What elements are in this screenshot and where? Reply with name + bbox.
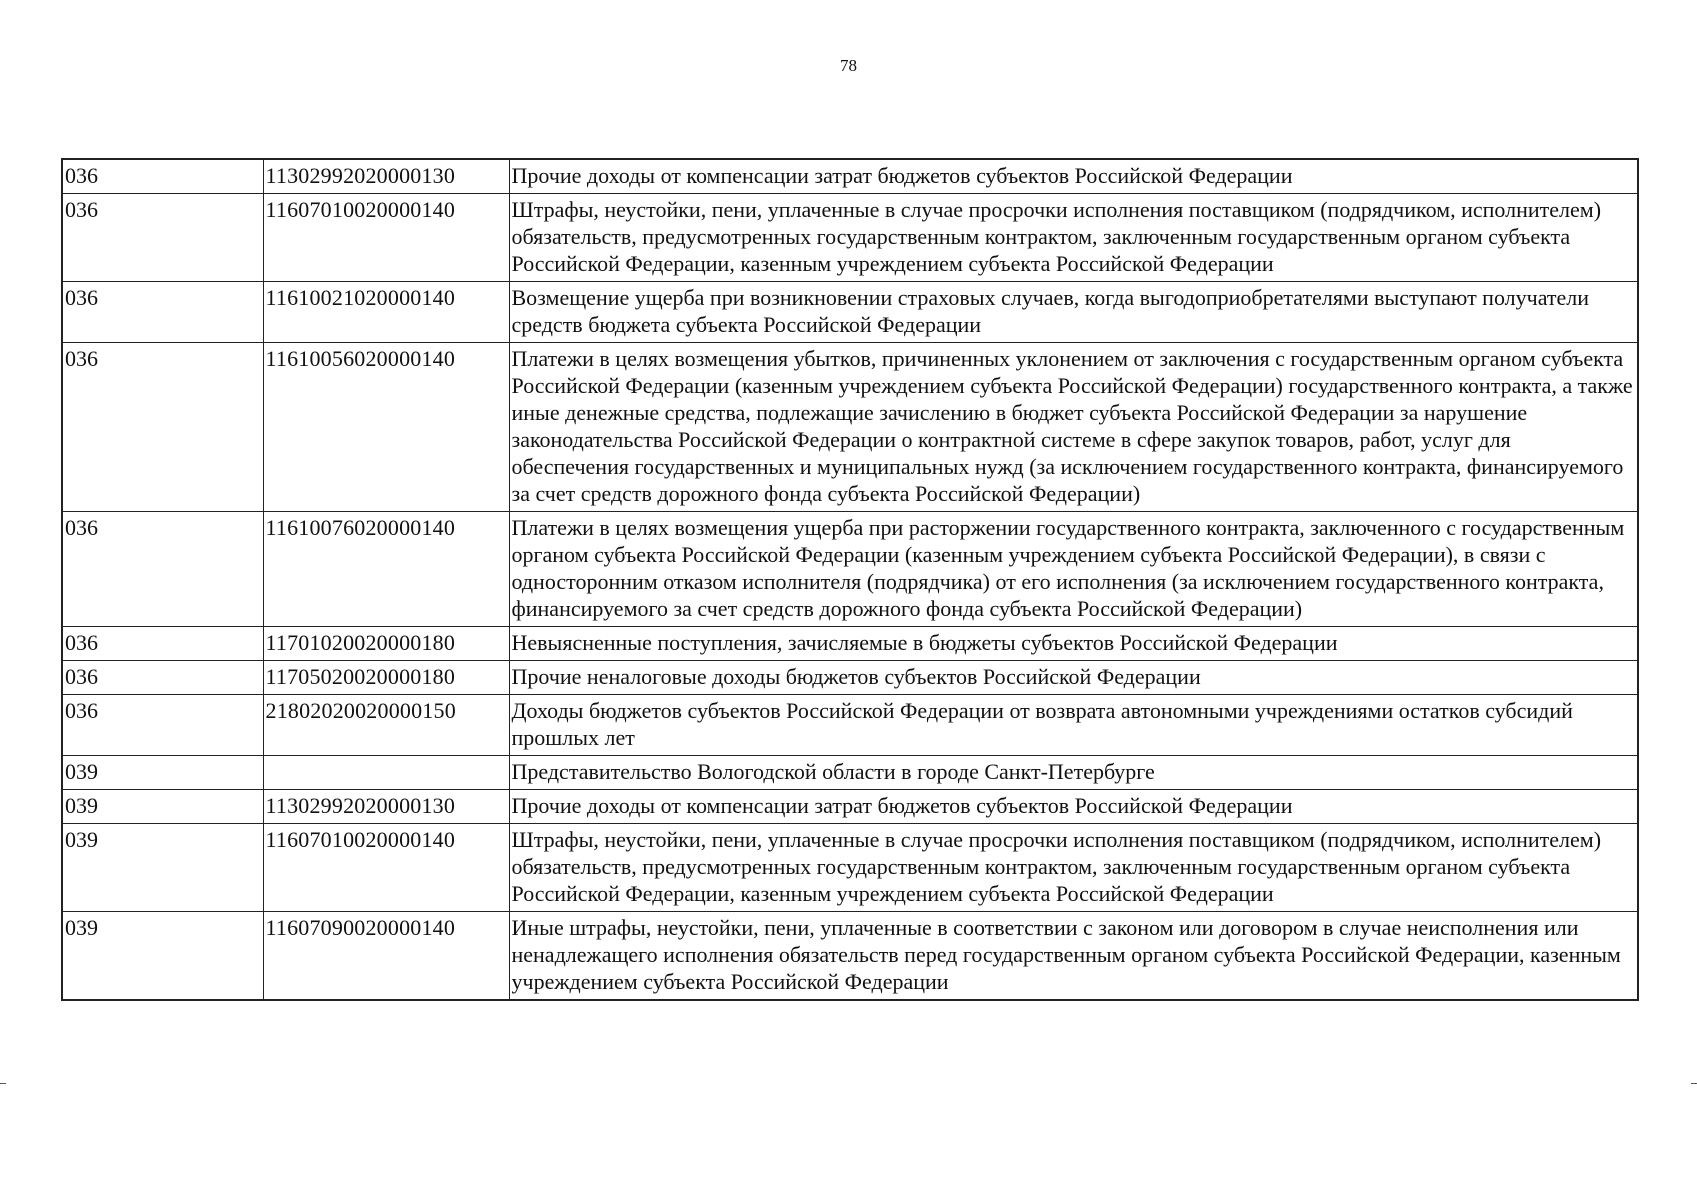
budget-table-container [61,158,1637,1001]
budget-codes-table [61,158,1639,1001]
budget-code-cell: 11610076020000140 [263,512,509,627]
admin-code-cell: 039 [62,790,263,824]
description-cell: Иные штрафы, неустойки, пени, уплаченные в соответствии с законом или договором в случае неисполнения или ненадлежащего исполнения обязательств перед государственным органом субъекта Российской Федерации, казенным учреждением субъекта Российской Федерации [509,912,1638,1001]
table-row [62,756,1638,790]
table-row [62,627,1638,661]
table-row [62,282,1638,343]
description-cell: Невыясненные поступления, зачисляемые в бюджеты субъектов Российской Федерации [509,627,1638,661]
budget-code-cell: 21802020020000150 [263,695,509,756]
budget-code-cell: 11607010020000140 [263,194,509,282]
admin-code-cell: 036 [62,343,263,512]
page-number: 78 [840,56,857,75]
table-row [62,661,1638,695]
description-cell: Штрафы, неустойки, пени, уплаченные в случае просрочки исполнения поставщиком (подрядчиком, исполнителем) обязательств, предусмотренных государственным контрактом, заключенным государственным органом субъекта Российской Федерации, казенным учреждением субъекта Российской Федерации [509,824,1638,912]
admin-code-cell: 036 [62,695,263,756]
budget-code-cell: 11607010020000140 [263,824,509,912]
admin-code-cell: 036 [62,194,263,282]
budget-code-cell: 11302992020000130 [263,790,509,824]
description-cell: Возмещение ущерба при возникновении страховых случаев, когда выгодоприобретателями выступают получатели средств бюджета субъекта Российской Федерации [509,282,1638,343]
budget-code-cell: 11701020020000180 [263,627,509,661]
budget-code-cell: 11610056020000140 [263,343,509,512]
budget-code-cell: 11607090020000140 [263,912,509,1001]
budget-code-cell: 11610021020000140 [263,282,509,343]
description-cell: Прочие доходы от компенсации затрат бюджетов субъектов Российской Федерации [509,790,1638,824]
admin-code-cell: 036 [62,512,263,627]
description-cell: Платежи в целях возмещения убытков, причиненных уклонением от заключения с государственным органом субъекта Российской Федерации (казенным учреждением субъекта Российской Федерации) государственного контракта, а также иные денежные средства, подлежащие зачислению в бюджет субъекта Российской Федерации за нарушение законодательства Российской Федерации о контрактной системе в сфере закупок товаров, работ, услуг для обеспечения государственных и муниципальных нужд (за исключением государственного контракта, финансируемого за счет средств дорожного фонда субъекта Российской Федерации) [509,343,1638,512]
admin-code-cell: 036 [62,661,263,695]
table-row [62,824,1638,912]
budget-code-cell: 11705020020000180 [263,661,509,695]
right-edge-mark [1691,1083,1697,1084]
budget-code-cell: 11302992020000130 [263,159,509,194]
table-row [62,912,1638,1001]
admin-code-cell: 039 [62,824,263,912]
description-cell: Представительство Вологодской области в городе Санкт-Петербурге [509,756,1638,790]
table-row [62,512,1638,627]
admin-code-cell: 036 [62,282,263,343]
description-cell: Штрафы, неустойки, пени, уплаченные в случае просрочки исполнения поставщиком (подрядчиком, исполнителем) обязательств, предусмотренных государственным контрактом, заключенным государственным органом субъекта Российской Федерации, казенным учреждением субъекта Российской Федерации [509,194,1638,282]
description-cell: Прочие неналоговые доходы бюджетов субъектов Российской Федерации [509,661,1638,695]
table-row [62,343,1638,512]
admin-code-cell: 039 [62,756,263,790]
description-cell: Доходы бюджетов субъектов Российской Федерации от возврата автономными учреждениями остатков субсидий прошлых лет [509,695,1638,756]
left-edge-mark [0,1083,6,1084]
budget-code-cell [263,756,509,790]
admin-code-cell: 036 [62,627,263,661]
description-cell: Прочие доходы от компенсации затрат бюджетов субъектов Российской Федерации [509,159,1638,194]
description-cell: Платежи в целях возмещения ущерба при расторжении государственного контракта, заключенного с государственным органом субъекта Российской Федерации (казенным учреждением субъекта Российской Федерации), в связи с односторонним отказом исполнителя (подрядчика) от его исполнения (за исключением государственного контракта, финансируемого за счет средств дорожного фонда субъекта Российской Федерации) [509,512,1638,627]
table-row [62,695,1638,756]
admin-code-cell: 036 [62,159,263,194]
admin-code-cell: 039 [62,912,263,1001]
table-row [62,194,1638,282]
table-row [62,790,1638,824]
table-row [62,159,1638,194]
